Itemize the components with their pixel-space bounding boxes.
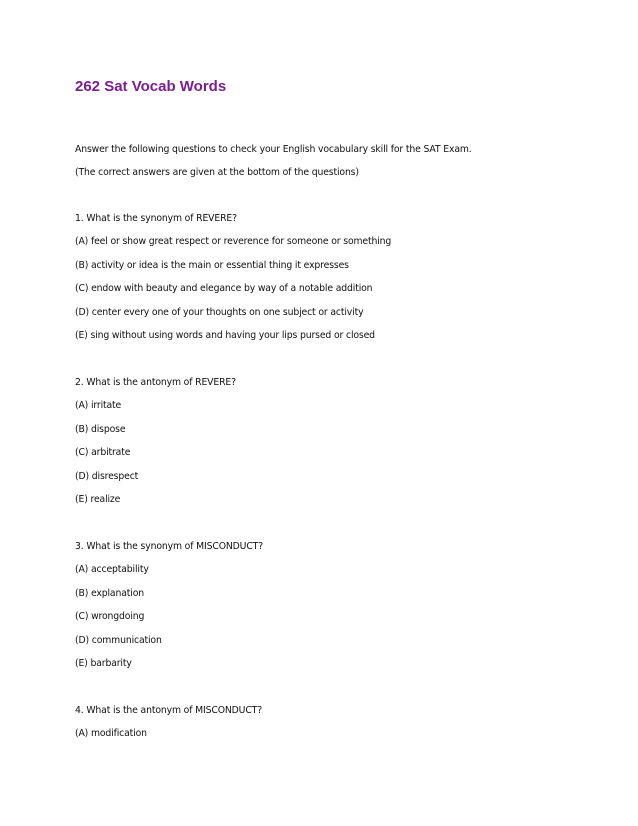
question-3-option-c: (C) wrongdoing — [75, 611, 145, 622]
question-1-prompt: 1. What is the synonym of REVERE? — [75, 213, 237, 224]
question-2-option-e: (E) realize — [75, 494, 121, 505]
question-4-option-a: (A) modification — [75, 728, 147, 739]
question-1-option-a: (A) feel or show great respect or reverence for someone or something — [75, 236, 392, 247]
question-2-option-c: (C) arbitrate — [75, 447, 131, 458]
question-1-option-e: (E) sing without using words and having your lips pursed or closed — [75, 330, 375, 341]
question-2-option-b: (B) dispose — [75, 424, 126, 435]
question-3-option-b: (B) explanation — [75, 588, 144, 599]
question-1-option-b: (B) activity or idea is the main or essential thing it expresses — [75, 260, 349, 271]
question-3-prompt: 3. What is the synonym of MISCONDUCT? — [75, 541, 263, 552]
intro-note: (The correct answers are given at the bottom of the questions) — [75, 167, 359, 178]
question-2-prompt: 2. What is the antonym of REVERE? — [75, 377, 236, 388]
question-2-option-a: (A) irritate — [75, 400, 122, 411]
document-title: 262 Sat Vocab Words — [75, 78, 227, 95]
question-1-option-d: (D) center every one of your thoughts on one subject or activity — [75, 307, 364, 318]
question-3-option-e: (E) barbarity — [75, 658, 132, 669]
question-4-prompt: 4. What is the antonym of MISCONDUCT? — [75, 705, 262, 716]
question-2-option-d: (D) disrespect — [75, 471, 139, 482]
intro-text: Answer the following questions to check your English vocabulary skill for the SAT Exam. — [75, 144, 472, 155]
question-3-option-d: (D) communication — [75, 635, 162, 646]
question-3-option-a: (A) acceptability — [75, 564, 149, 575]
question-1-option-c: (C) endow with beauty and elegance by way of a notable addition — [75, 283, 373, 294]
